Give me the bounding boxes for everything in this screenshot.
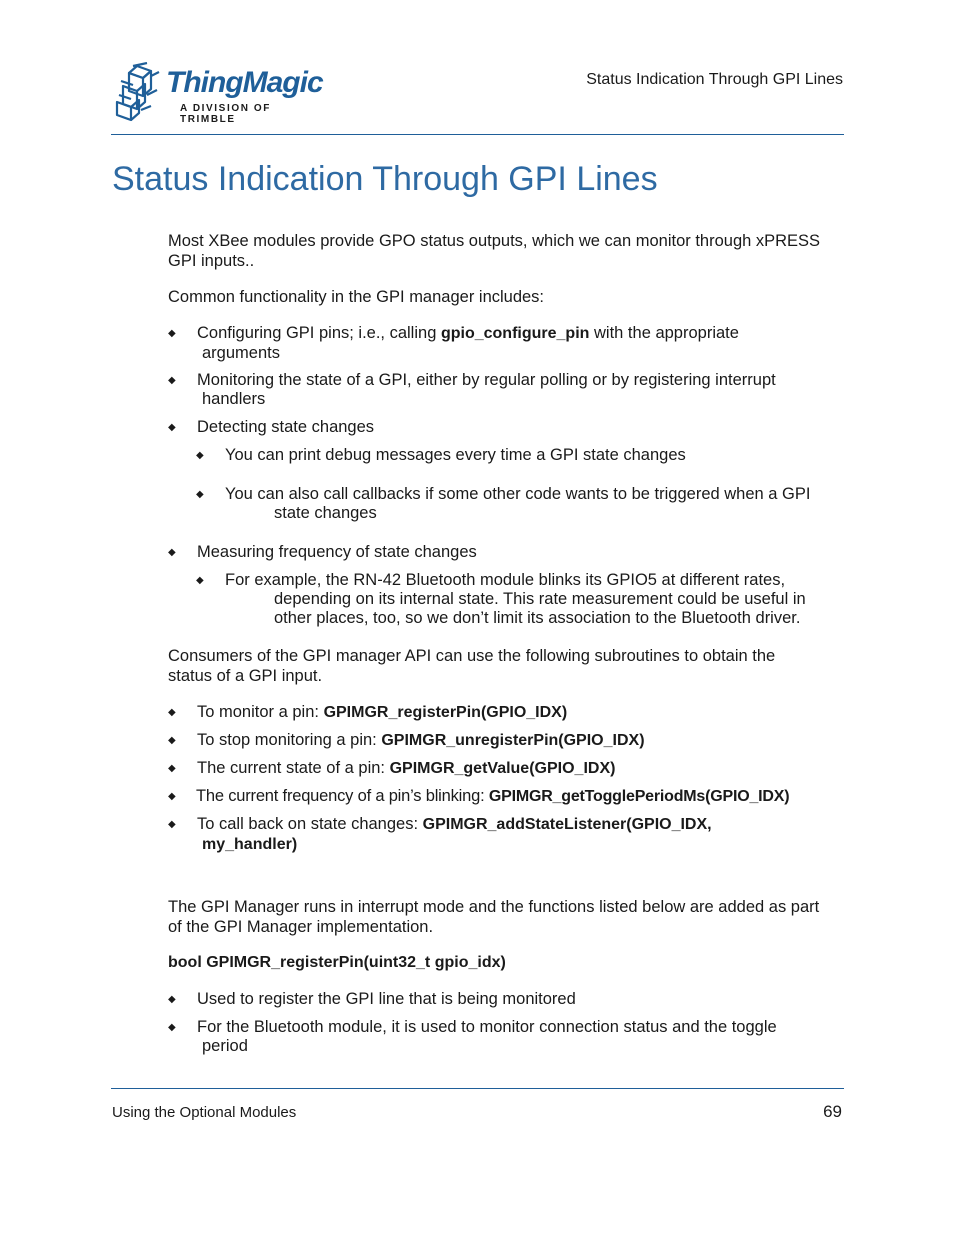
thingmagic-logo (113, 62, 328, 124)
function-heading: bool GPIMGR_registerPin(uint32_t gpio_idx) (168, 954, 506, 971)
diamond-bullet-icon: ◆ (196, 575, 204, 586)
intro-paragraph (168, 231, 848, 271)
code-unregisterpin: GPIMGR_unregisterPin(GPIO_IDX) (381, 732, 645, 749)
sub-list-item: ◆ You can also call callbacks if some other code wants to be triggered when a GPI state changes (196, 485, 811, 522)
code-addstatelistener: GPIMGR_addStateListener(GPIO_IDX, (422, 816, 712, 833)
sub-list-item: ◆ For example, the RN-42 Bluetooth module blinks its GPIO5 at different rates, depending on its internal state. This rate measurement could be useful in other places, too, so we don’t limit its association to the Bluetooth driver. (196, 571, 806, 627)
diamond-bullet-icon: ◆ (196, 450, 204, 461)
code-gpio-configure-pin: gpio_configure_pin (440, 325, 590, 342)
diamond-bullet-icon: ◆ (168, 791, 176, 802)
interrupt-mode-paragraph: The GPI Manager runs in interrupt mode and the functions listed below are added as part of the GPI Manager implementation. (168, 898, 820, 936)
diamond-bullet-icon: ◆ (168, 707, 176, 718)
diamond-bullet-icon: ◆ (168, 1022, 176, 1033)
list-item: ◆ To call back on state changes: GPIMGR_addStateListener(GPIO_IDX, my_handler) (168, 815, 712, 853)
code-gettoggleperiodms: GPIMGR_getTogglePeriodMs(GPIO_IDX) (488, 788, 790, 805)
logo-wordmark: ThingMagic (166, 66, 323, 99)
footer-rule (111, 1088, 844, 1089)
list-item: ◆ Monitoring the state of a GPI, either by regular polling or by registering interrupt handlers (168, 371, 776, 408)
code-registerpin: GPIMGR_registerPin(GPIO_IDX) (323, 704, 568, 721)
list-item: ◆ Measuring frequency of state changes (168, 543, 477, 561)
diamond-bullet-icon: ◆ (168, 735, 176, 746)
diamond-bullet-icon: ◆ (168, 547, 176, 558)
logo-tagline: A DIVISION OF TRIMBLE (180, 103, 271, 125)
list-item: ◆ Configuring GPI pins; i.e., calling gpio_configure_pin with the appropriate arguments (168, 324, 739, 362)
list-item: ◆ To monitor a pin: GPIMGR_registerPin(GPIO_IDX) (168, 703, 568, 721)
list-item: ◆ To stop monitoring a pin: GPIMGR_unregisterPin(GPIO_IDX) (168, 731, 645, 749)
page-number: 69 (823, 1102, 842, 1121)
header-rule (111, 134, 844, 135)
intro-line-2: GPI inputs.. (168, 252, 255, 270)
diamond-bullet-icon: ◆ (168, 994, 176, 1005)
logo-cube-icon (113, 62, 169, 124)
list-item: ◆ For the Bluetooth module, it is used to monitor connection status and the toggle period (168, 1018, 777, 1055)
common-functionality-paragraph: Common functionality in the GPI manager includes: (168, 288, 545, 306)
list-item: ◆ The current state of a pin: GPIMGR_getValue(GPIO_IDX) (168, 759, 616, 777)
page-title: Status Indication Through GPI Lines (112, 160, 658, 198)
list-item: ◆ Used to register the GPI line that is being monitored (168, 990, 576, 1008)
running-title: Status Indication Through GPI Lines (586, 71, 843, 88)
diamond-bullet-icon: ◆ (168, 375, 176, 386)
diamond-bullet-icon: ◆ (168, 422, 176, 433)
list-item: ◆ Detecting state changes (168, 418, 375, 436)
diamond-bullet-icon: ◆ (168, 763, 176, 774)
consumers-paragraph: Consumers of the GPI manager API can use the following subroutines to obtain the status of a GPI input. (168, 647, 776, 685)
diamond-bullet-icon: ◆ (196, 489, 204, 500)
diamond-bullet-icon: ◆ (168, 819, 176, 830)
footer-section-name: Using the Optional Modules (112, 1104, 297, 1121)
intro-line-1: Most XBee modules provide GPO status outputs, which we can monitor through xPRESS (168, 232, 821, 250)
list-item: ◆ The current frequency of a pin’s blinking: GPIMGR_getTogglePeriodMs(GPIO_IDX) (168, 787, 790, 805)
sub-list-item: ◆ You can print debug messages every time a GPI state changes (196, 446, 686, 464)
diamond-bullet-icon: ◆ (168, 328, 176, 339)
code-getvalue: GPIMGR_getValue(GPIO_IDX) (389, 760, 616, 777)
